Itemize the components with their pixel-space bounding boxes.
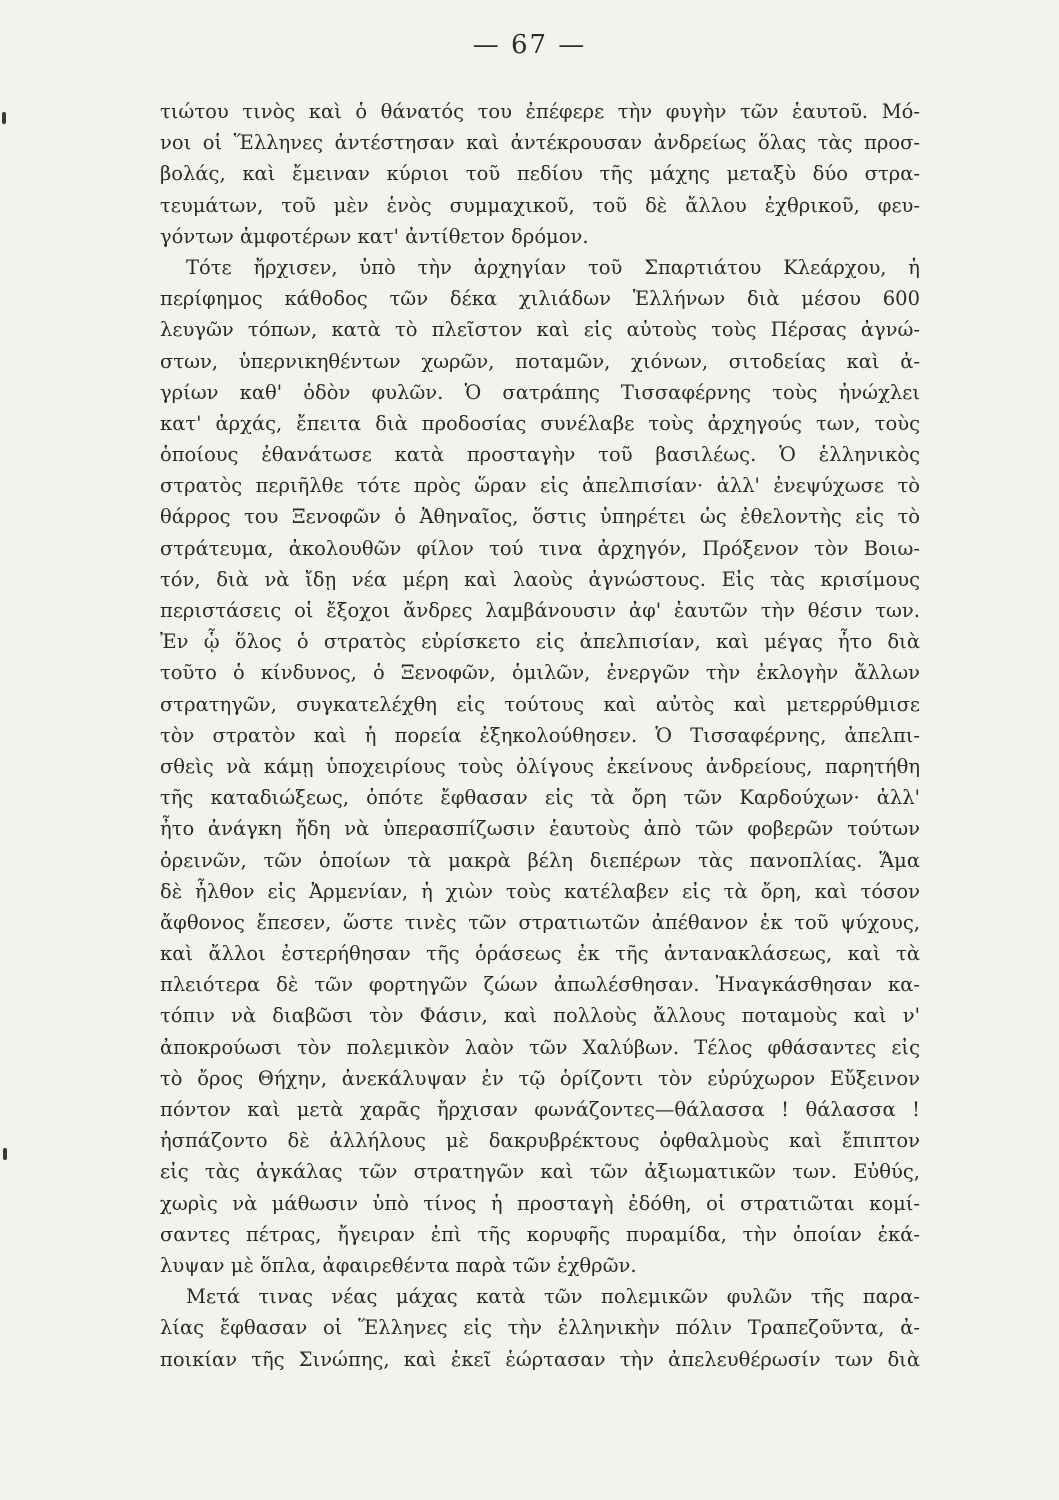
text-line: τὸν στρατὸν καὶ ἡ πορεία ἐξηκολούθησεν. Ὁ Τισσαφέρνης, ἀπελπι- (160, 723, 920, 747)
body-text (160, 96, 920, 1375)
text-line: Ἐν ᾧ ὅλος ὁ στρατὸς εὑρίσκετο εἰς ἀπελπισίαν, καὶ μέγας ἦτο διὰ (160, 630, 920, 654)
text-line: βολάς, καὶ ἔμειναν κύριοι τοῦ πεδίου τῆς μάχης μεταξὺ δύο στρα- (160, 162, 920, 186)
text-line: λυψαν μὲ ὅπλα, ἀφαιρεθέντα παρὰ τῶν ἐχθρῶν. (160, 1253, 637, 1277)
text-line: ἀποκρούωσι τὸν πολεμικὸν λαὸν τῶν Χαλύβων. Τέλος φθάσαντες εἰς (160, 1035, 920, 1059)
text-line: στων, ὑπερνικηθέντων χωρῶν, ποταμῶν, χιόνων, σιτοδείας καὶ ἀ- (160, 349, 920, 373)
text-line: νοι οἱ Ἕλληνες ἀντέστησαν καὶ ἀντέκρουσαν ἀνδρείως ὅλας τὰς προσ- (160, 131, 920, 155)
text-line: περίφημος κάθοδος τῶν δέκα χιλιάδων Ἑλλήνων διὰ μέσου 600 (160, 287, 920, 311)
text-line: χωρὶς νὰ μάθωσιν ὑπὸ τίνος ἡ προσταγὴ ἐδόθη, οἱ στρατιῶται κομί- (160, 1191, 920, 1215)
text-line: σθεὶς νὰ κάμῃ ὑποχειρίους τοὺς ὀλίγους ἐκείνους ἀνδρείους, παρητήθη (160, 754, 920, 778)
text-line: σαντες πέτρας, ἤγειραν ἐπὶ τῆς κορυφῆς πυραμίδα, τὴν ὁποίαν ἐκά- (160, 1222, 920, 1246)
text-line: τευμάτων, τοῦ μὲν ἑνὸς συμμαχικοῦ, τοῦ δὲ ἄλλου ἐχθρικοῦ, φευ- (160, 193, 920, 217)
text-line: ἄφθονος ἔπεσεν, ὥστε τινὲς τῶν στρατιωτῶν ἀπέθανον ἐκ τοῦ ψύχους, (160, 910, 920, 934)
text-line: ὀρεινῶν, τῶν ὁποίων τὰ μακρὰ βέλη διεπέρων τὰς πανοπλίας. Ἅμα (160, 848, 920, 872)
text-line: γρίων καθ' ὁδὸν φυλῶν. Ὁ σατράπης Τισσαφέρνης τοὺς ἠνώχλει (160, 380, 920, 404)
text-line: γόντων ἀμφοτέρων κατ' ἀντίθετον δρόμον. (160, 224, 589, 248)
text-line: εἰς τὰς ἀγκάλας τῶν στρατηγῶν καὶ τῶν ἀξιωματικῶν των. Εὐθύς, (160, 1160, 920, 1184)
text-line: στρατὸς περιῆλθε τότε πρὸς ὥραν εἰς ἀπελπισίαν· ἀλλ' ἐνεψύχωσε τὸ (160, 474, 920, 498)
text-line: Μετά τινας νέας μάχας κατὰ τῶν πολεμικῶν φυλῶν τῆς παρα- (186, 1285, 920, 1309)
text-line: λίας ἔφθασαν οἱ Ἕλληνες εἰς τὴν ἑλληνικὴν πόλιν Τραπεζοῦντα, ἀ- (160, 1316, 920, 1340)
text-line: ἦτο ἀνάγκη ἤδη νὰ ὑπερασπίζωσιν ἑαυτοὺς ἀπὸ τῶν φοβερῶν τούτων (160, 817, 920, 841)
text-line: περιστάσεις οἱ ἔξοχοι ἄνδρες λαμβάνουσιν ἀφ' ἑαυτῶν τὴν θέσιν των. (160, 599, 920, 622)
text-line: ὁποίους ἐθανάτωσε κατὰ προσταγὴν τοῦ βασιλέως. Ὁ ἑλληνικὸς (160, 443, 920, 467)
text-line: θάρρος του Ξενοφῶν ὁ Ἀθηναῖος, ὅστις ὑπηρέτει ὡς ἐθελοντὴς εἰς τὸ (160, 505, 920, 529)
margin-mark (2, 112, 6, 124)
text-line: λευγῶν τόπων, κατὰ τὸ πλεῖστον καὶ εἰς αὐτοὺς τοὺς Πέρσας ἀγνώ- (160, 318, 920, 342)
text-line: ποικίαν τῆς Σινώπης, καὶ ἐκεῖ ἑώρτασαν τὴν ἀπελευθέρωσίν των διὰ (160, 1347, 920, 1371)
text-line: στρατηγῶν, συγκατελέχθη εἰς τούτους καὶ αὐτὸς καὶ μετερρύθμισε (160, 692, 920, 716)
text-line: τοῦτο ὁ κίνδυνος, ὁ Ξενοφῶν, ὁμιλῶν, ἐνεργῶν τὴν ἐκλογὴν ἄλλων (160, 661, 920, 685)
text-line: πλειότερα δὲ τῶν φορτηγῶν ζώων ἀπωλέσθησαν. Ἠναγκάσθησαν κα- (160, 973, 920, 997)
text-line: κατ' ἀρχάς, ἔπειτα διὰ προδοσίας συνέλαβε τοὺς ἀρχηγούς των, τοὺς (160, 411, 920, 435)
text-line: καὶ ἄλλοι ἐστερήθησαν τῆς ὁράσεως ἐκ τῆς ἀντανακλάσεως, καὶ τὰ (160, 942, 920, 966)
text-line: ἠσπάζοντο δὲ ἀλλήλους μὲ δακρυβρέκτους ὀφθαλμοὺς καὶ ἔπιπτον (160, 1129, 920, 1153)
text-line: τιώτου τινὸς καὶ ὁ θάνατός του ἐπέφερε τὴν φυγὴν τῶν ἑαυτοῦ. Μό- (160, 100, 920, 123)
text-line: πόντον καὶ μετὰ χαρᾶς ἤρχισαν φωνάζοντες—θάλασσα ! θάλασσα ! (160, 1098, 920, 1121)
text-line: τὸ ὄρος Θήχην, ἀνεκάλυψαν ἐν τῷ ὁρίζοντι τὸν εὐρύχωρον Εὔξεινον (160, 1066, 920, 1090)
text-line: τόν, διὰ νὰ ἴδῃ νέα μέρη καὶ λαοὺς ἀγνώστους. Εἰς τὰς κρισίμους (160, 567, 920, 591)
margin-mark (3, 1148, 7, 1160)
text-line: Τότε ἤρχισεν, ὑπὸ τὴν ἀρχηγίαν τοῦ Σπαρτιάτου Κλεάρχου, ἡ (186, 255, 920, 279)
text-line: τόπιν νὰ διαβῶσι τὸν Φάσιν, καὶ πολλοὺς ἄλλους ποταμοὺς καὶ ν' (160, 1004, 920, 1028)
text-line: στράτευμα, ἀκολουθῶν φίλον τού τινα ἀρχηγόν, Πρόξενον τὸν Βοιω- (160, 536, 920, 560)
text-line: δὲ ἦλθον εἰς Ἀρμενίαν, ἡ χιὼν τοὺς κατέλαβεν εἰς τὰ ὄρη, καὶ τόσον (160, 879, 920, 903)
text-line: τῆς καταδιώξεως, ὁπότε ἔφθασαν εἰς τὰ ὄρη τῶν Καρδούχων· ἀλλ' (160, 786, 920, 810)
page-number: — 67 — (472, 30, 587, 60)
